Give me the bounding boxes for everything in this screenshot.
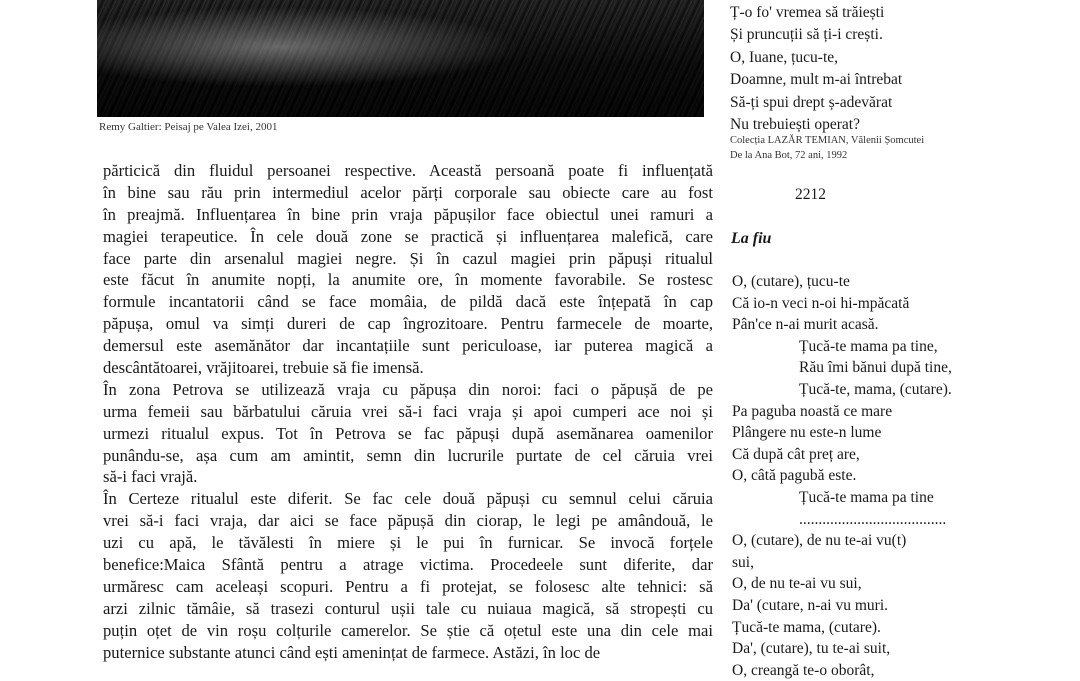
body-line: descântătoarei, vrăjitoarei, trebuie să fie imensă. [103,358,424,378]
song-line: Plângere nu este-n lume [732,424,882,442]
song-line: Țucă-te mama pa tine, [799,337,938,355]
body-line: În Certeze ritualul este diferit. Se fac cele două păpuși cu semnul celui căruia [103,489,713,509]
source-note [730,134,924,163]
body-line: în bine sau rău prin intermediul acelor părți corporale sau obiecte care au fost [103,182,713,202]
body-line: urmezi ritualul expus. Tot în Petrova se fac păpuși după asemănarea oamenilor [103,423,713,443]
song-line: Că după cât preț are, [732,445,860,463]
song-line: Pân'ce n-ai murit acasă. [732,316,879,334]
song-line: Da', (cutare), tu te-ai suit, [732,640,891,658]
poem-line: Doamne, mult m-ai întrebat [730,71,903,89]
body-line: face parte din arsenalul magiei negre. Și în cazul magiei prin păpuși ritualul [103,248,713,268]
body-line: În zona Petrova se utilizează vraja cu păpușa din noroi: faci o păpușă de pe [103,379,713,399]
song-line: O, creangă te-o oborât, [732,661,875,679]
source-collection: Colecția LAZĂR TEMIAN, Vălenii Șomcutei [730,135,925,146]
body-line: vrei să-i faci vraja, dar aici se face păpușă din ciorap, le legi pe amândouă, le [103,511,713,531]
body-line: păpușa, omul va simți dureri de cap îngrozitoare. Pentru farmecele de moarte, [103,314,713,334]
song-line: O, câtă pagubă este. [732,467,857,485]
poem-line: O, Iuane, țucu-te, [730,48,839,66]
song-line: Că io-n veci n-oi hi-mpăcată [732,294,910,312]
poem-fragment-top [730,2,970,136]
song-line: Țucă-te, mama, (cutare). [799,380,952,398]
body-line: magiei terapeutice. În cele două zone se practică și influențarea malefică, care [103,226,713,246]
body-text [103,160,713,663]
poem-line: Ț-o fo' vremea să trăiești [730,4,885,21]
poem-line: Și pruncuții să ți-i crești. [730,26,883,44]
song-line: sui, [732,553,754,571]
poem-line: Să-ți spui drept ș-adevărat [730,93,893,111]
song-line: Pa paguba noastă ce mare [732,402,893,420]
song-title: La fiu [731,230,772,247]
body-line: benefice:Maica Sfântă pentru a atrage victima. Procedeele sunt diferite, dar [103,555,713,575]
song-number: 2212 [795,186,826,203]
song-line: ...................................... [799,510,947,528]
song-line: Țucă-te mama pa tine [799,488,934,506]
body-line: punându-se, așa cum am amintit, semn din lucrurile purtate de cel căruia vrei [103,445,713,465]
body-line: să-i faci vrajă. [103,467,198,487]
body-line: puternice substante atunci când ești amenințat de farmece. Astăzi, în loc de [103,642,601,662]
poem-line: Nu trebuiești operat? [730,116,860,134]
song-line: Da' (cutare, n-ai vu muri. [732,596,889,614]
body-line: urmăresc cam aceleași scopuri. Pentru a fi protejat, se folosesc alte tehnici: să [103,576,713,596]
body-line: arzi zilnic tămâie, să trasezi conturul ușii tale cu nuiaua magică, să stropești cu [103,598,713,618]
song-line: O, (cutare), țucu-te [732,273,850,290]
body-line: urma femeii sau bărbatului căruia vrei să-i faci vraja și apoi cumperi ace noi și [103,401,713,421]
body-line: în preajmă. Influențarea în bine prin vraja păpușilor face obiectul unei ramuri a [103,204,713,224]
photo-caption: Remy Galtier: Peisaj pe Valea Izei, 2001 [99,121,278,133]
body-line: uzi cu apă, le tăvălesti în miere și le pui în furnicar. Se invocă forțele [103,533,713,553]
song-lyrics [732,271,982,681]
body-line: puțin oțet de vin roșu colțurile camerelor. Se știe că oțetul este una din cele mai [103,620,713,640]
song-line: O, (cutare), de nu te-ai vu(t) [732,532,907,550]
song-line: Rău îmi bănui după tine, [799,359,952,377]
song-line: Țucă-te mama, (cutare). [732,618,881,636]
source-informant: De la Ana Bot, 72 ani, 1992 [730,149,848,161]
body-line: demersul este asemănător dar incantațiile sunt periculoase, iar puterea magică a [103,336,713,356]
body-line: este făcut în anumite nopți, la anumite ore, în momente favorabile. Se rostesc [103,270,713,290]
landscape-photo [97,0,704,117]
body-line: părticică din fluidul persoanei respective. Această persoană poate fi influențată [103,161,713,180]
song-line: O, de nu te-ai vu sui, [732,575,862,593]
body-line: formule incantatorii când se face momâia, de pildă dacă este înțepată în cap [103,292,713,312]
